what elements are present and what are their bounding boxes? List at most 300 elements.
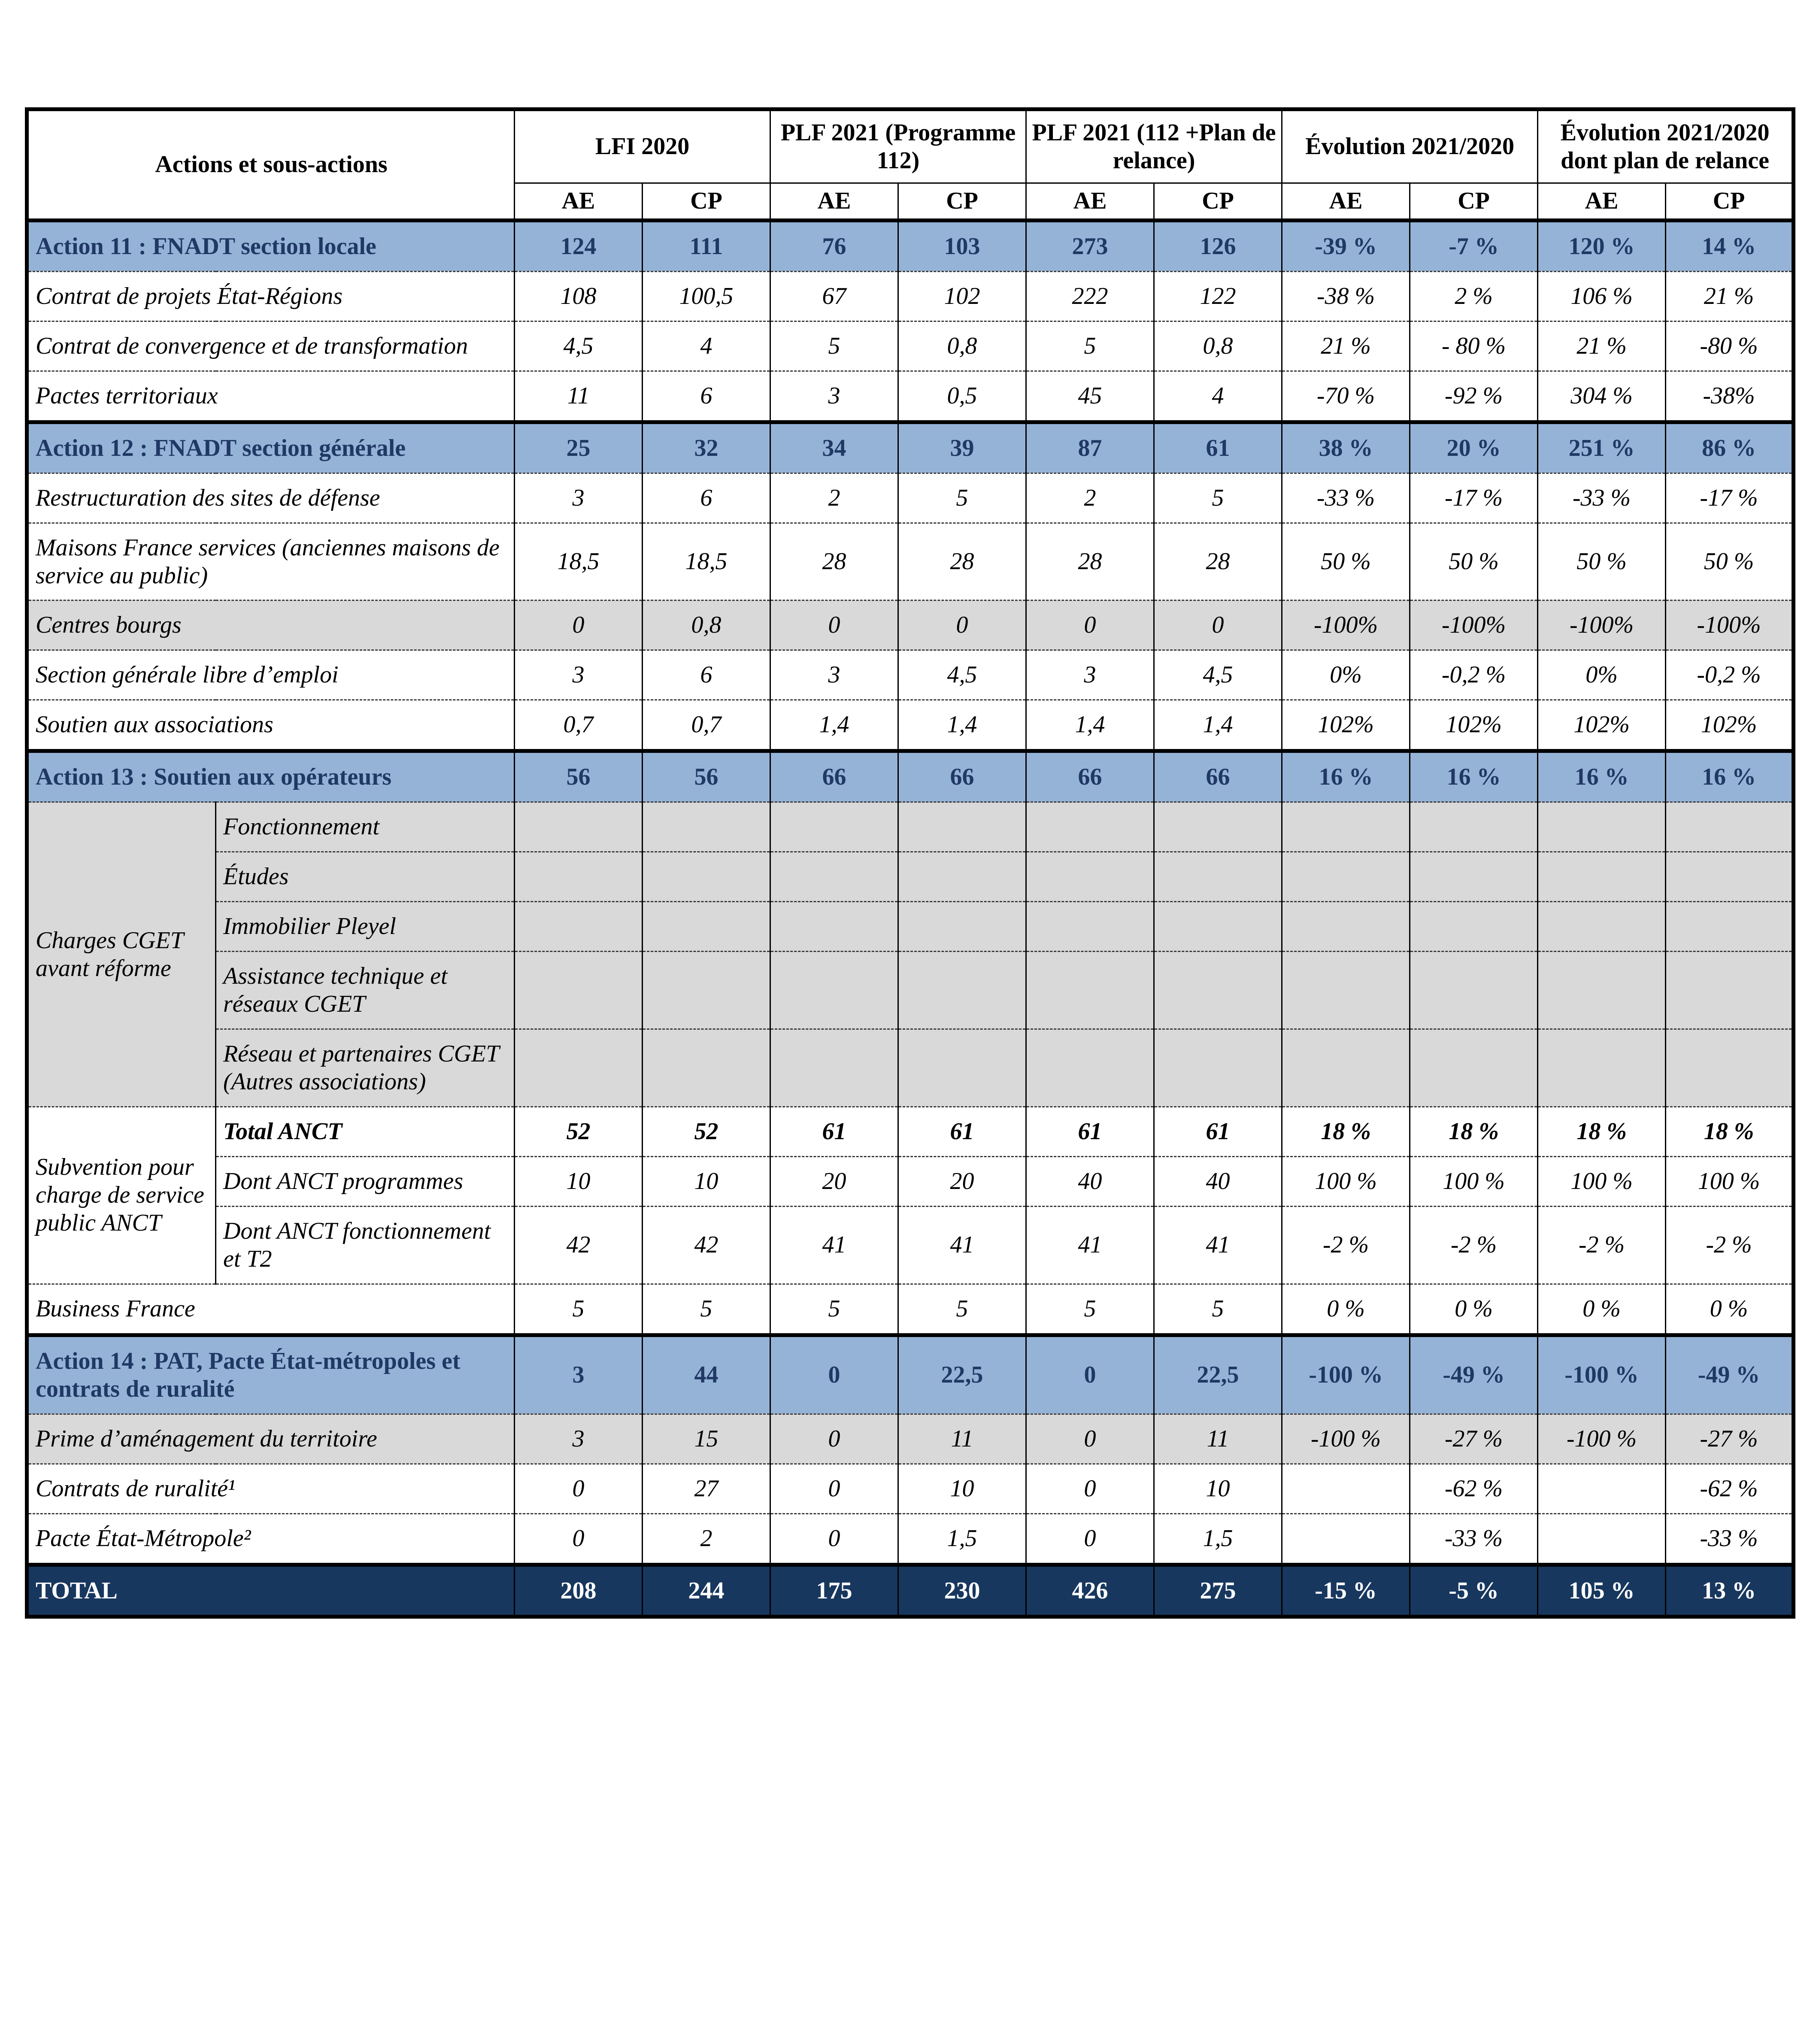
value-cell: 18 %	[1538, 1107, 1666, 1156]
header-cp-1: CP	[643, 183, 770, 220]
value-cell: 0	[770, 1414, 898, 1464]
value-cell: 2	[1026, 473, 1154, 523]
value-cell: 1,4	[1026, 700, 1154, 751]
value-cell: -100 %	[1282, 1335, 1410, 1414]
value-cell: 4,5	[898, 650, 1026, 700]
value-cell	[1538, 1029, 1666, 1107]
header-group-lfi-2020: LFI 2020	[515, 109, 770, 183]
value-cell	[1666, 902, 1794, 952]
value-cell: 44	[643, 1335, 770, 1414]
value-cell: 230	[898, 1565, 1026, 1617]
value-cell: 28	[770, 523, 898, 600]
value-cell: 100,5	[643, 271, 770, 321]
table-row	[27, 902, 1794, 952]
value-cell	[1282, 1464, 1410, 1513]
row-label: Contrat de projets État-Régions	[27, 271, 515, 321]
value-cell: 100 %	[1282, 1156, 1410, 1206]
value-cell: -70 %	[1282, 371, 1410, 422]
value-cell: -27 %	[1410, 1414, 1538, 1464]
value-cell: 0	[515, 600, 643, 650]
value-cell: 0,8	[898, 321, 1026, 371]
value-cell: 20	[898, 1156, 1026, 1206]
value-cell	[643, 952, 770, 1029]
value-cell: 106 %	[1538, 271, 1666, 321]
value-cell: -5 %	[1410, 1565, 1538, 1617]
value-cell	[770, 952, 898, 1029]
value-cell: 3	[770, 650, 898, 700]
value-cell: 56	[643, 751, 770, 802]
value-cell: 0 %	[1666, 1284, 1794, 1335]
value-cell	[515, 1029, 643, 1107]
value-cell: -39 %	[1282, 220, 1410, 271]
value-cell	[1282, 1513, 1410, 1565]
value-cell	[1538, 1513, 1666, 1565]
row-label: Action 12 : FNADT section générale	[27, 422, 515, 473]
value-cell: -100%	[1538, 600, 1666, 650]
value-cell: 14 %	[1666, 220, 1794, 271]
value-cell: 100 %	[1538, 1156, 1666, 1206]
value-cell: 61	[1154, 422, 1282, 473]
value-cell	[1666, 952, 1794, 1029]
value-cell: 124	[515, 220, 643, 271]
value-cell: 5	[1026, 321, 1154, 371]
value-cell	[1410, 802, 1538, 852]
value-cell: 16 %	[1282, 751, 1410, 802]
table-row	[27, 952, 1794, 1029]
header-cp-5: CP	[1666, 183, 1794, 220]
value-cell	[643, 1029, 770, 1107]
table-row	[27, 700, 1794, 751]
row-label: Études	[216, 852, 515, 902]
value-cell	[643, 802, 770, 852]
value-cell: 38 %	[1282, 422, 1410, 473]
value-cell: -17 %	[1410, 473, 1538, 523]
value-cell: 28	[898, 523, 1026, 600]
value-cell: -100 %	[1282, 1414, 1410, 1464]
value-cell: 111	[643, 220, 770, 271]
value-cell	[515, 852, 643, 902]
value-cell: 22,5	[1154, 1335, 1282, 1414]
value-cell: 251 %	[1538, 422, 1666, 473]
value-cell: 100 %	[1666, 1156, 1794, 1206]
value-cell: 34	[770, 422, 898, 473]
table-row	[27, 1107, 1794, 1156]
value-cell	[515, 952, 643, 1029]
value-cell: 0	[1026, 1464, 1154, 1513]
value-cell: -62 %	[1410, 1464, 1538, 1513]
value-cell: 273	[1026, 220, 1154, 271]
value-cell: 41	[1154, 1206, 1282, 1284]
value-cell: 0,8	[1154, 321, 1282, 371]
row-label: Soutien aux associations	[27, 700, 515, 751]
value-cell: 21 %	[1666, 271, 1794, 321]
table-row	[27, 1335, 1794, 1414]
header-ae-2: AE	[770, 183, 898, 220]
value-cell: 40	[1154, 1156, 1282, 1206]
table-row	[27, 523, 1794, 600]
value-cell: - 80 %	[1410, 321, 1538, 371]
table-row	[27, 1156, 1794, 1206]
value-cell: -33 %	[1282, 473, 1410, 523]
value-cell: 39	[898, 422, 1026, 473]
value-cell	[1282, 1029, 1410, 1107]
value-cell: 3	[1026, 650, 1154, 700]
table-row	[27, 802, 1794, 852]
value-cell	[1154, 802, 1282, 852]
value-cell	[1410, 852, 1538, 902]
value-cell: 5	[515, 1284, 643, 1335]
value-cell: 4,5	[515, 321, 643, 371]
value-cell: 25	[515, 422, 643, 473]
value-cell: 10	[515, 1156, 643, 1206]
value-cell: 3	[515, 1414, 643, 1464]
value-cell	[515, 902, 643, 952]
value-cell: 3	[515, 650, 643, 700]
value-cell: 16 %	[1538, 751, 1666, 802]
value-cell: 50 %	[1410, 523, 1538, 600]
value-cell	[1538, 802, 1666, 852]
value-cell: 28	[1154, 523, 1282, 600]
value-cell: 100 %	[1410, 1156, 1538, 1206]
value-cell: 41	[898, 1206, 1026, 1284]
value-cell: 3	[770, 371, 898, 422]
value-cell: 0	[1026, 600, 1154, 650]
value-cell: 66	[1154, 751, 1282, 802]
value-cell: -100%	[1666, 600, 1794, 650]
value-cell: 0 %	[1410, 1284, 1538, 1335]
value-cell: 22,5	[898, 1335, 1026, 1414]
value-cell: 5	[770, 1284, 898, 1335]
table-row	[27, 1513, 1794, 1565]
value-cell: 0	[898, 600, 1026, 650]
value-cell: 275	[1154, 1565, 1282, 1617]
row-label: Action 13 : Soutien aux opérateurs	[27, 751, 515, 802]
value-cell: 18,5	[643, 523, 770, 600]
value-cell: 120 %	[1538, 220, 1666, 271]
value-cell: 5	[1154, 473, 1282, 523]
value-cell	[1282, 802, 1410, 852]
value-cell: 32	[643, 422, 770, 473]
value-cell: 0,5	[898, 371, 1026, 422]
value-cell: 50 %	[1538, 523, 1666, 600]
header-cp-3: CP	[1154, 183, 1282, 220]
value-cell: 1,4	[898, 700, 1026, 751]
value-cell	[1026, 952, 1154, 1029]
value-cell: 222	[1026, 271, 1154, 321]
value-cell	[1154, 952, 1282, 1029]
value-cell: -62 %	[1666, 1464, 1794, 1513]
table-row	[27, 600, 1794, 650]
table-row	[27, 1464, 1794, 1513]
group-label: Charges CGET avant réforme	[27, 802, 216, 1107]
value-cell: -33 %	[1538, 473, 1666, 523]
table-row	[27, 1029, 1794, 1107]
value-cell: 18 %	[1666, 1107, 1794, 1156]
value-cell: 4	[1154, 371, 1282, 422]
value-cell: 10	[643, 1156, 770, 1206]
value-cell: 0 %	[1538, 1284, 1666, 1335]
header-group-plf-2021-relance: PLF 2021 (112 +Plan de relance)	[1026, 109, 1282, 183]
value-cell: 103	[898, 220, 1026, 271]
value-cell: 61	[770, 1107, 898, 1156]
row-label: Prime d’aménagement du territoire	[27, 1414, 515, 1464]
value-cell: 0	[1026, 1335, 1154, 1414]
row-label: Action 11 : FNADT section locale	[27, 220, 515, 271]
value-cell: 122	[1154, 271, 1282, 321]
value-cell: -27 %	[1666, 1414, 1794, 1464]
table-row	[27, 852, 1794, 902]
value-cell	[1410, 952, 1538, 1029]
value-cell: 18,5	[515, 523, 643, 600]
value-cell: 10	[1154, 1464, 1282, 1513]
row-label: Immobilier Pleyel	[216, 902, 515, 952]
value-cell: 16 %	[1666, 751, 1794, 802]
value-cell: 16 %	[1410, 751, 1538, 802]
row-label: Dont ANCT programmes	[216, 1156, 515, 1206]
value-cell: 11	[898, 1414, 1026, 1464]
value-cell: 5	[1026, 1284, 1154, 1335]
value-cell: 0	[770, 600, 898, 650]
value-cell: 0	[770, 1464, 898, 1513]
value-cell: -33 %	[1410, 1513, 1538, 1565]
header-ae-4: AE	[1282, 183, 1410, 220]
value-cell	[1666, 802, 1794, 852]
header-actions: Actions et sous-actions	[27, 109, 515, 221]
value-cell: 0	[770, 1335, 898, 1414]
value-cell: 1,5	[898, 1513, 1026, 1565]
value-cell	[898, 1029, 1026, 1107]
table-row	[27, 371, 1794, 422]
value-cell: 102	[898, 271, 1026, 321]
value-cell: 20	[770, 1156, 898, 1206]
value-cell	[898, 852, 1026, 902]
value-cell: 18 %	[1410, 1107, 1538, 1156]
value-cell: 42	[643, 1206, 770, 1284]
row-label: Centres bourgs	[27, 600, 515, 650]
value-cell: -100%	[1282, 600, 1410, 650]
value-cell: -38%	[1666, 371, 1794, 422]
row-label: Total ANCT	[216, 1107, 515, 1156]
header-group-plf-2021: PLF 2021 (Programme 112)	[770, 109, 1026, 183]
value-cell: 66	[1026, 751, 1154, 802]
value-cell: 0	[1026, 1513, 1154, 1565]
value-cell: 3	[515, 1335, 643, 1414]
value-cell: 67	[770, 271, 898, 321]
value-cell: -100 %	[1538, 1335, 1666, 1414]
header-group-row	[27, 109, 1794, 183]
value-cell	[643, 852, 770, 902]
value-cell: 175	[770, 1565, 898, 1617]
row-label: Pactes territoriaux	[27, 371, 515, 422]
value-cell: 40	[1026, 1156, 1154, 1206]
row-label: Contrats de ruralité¹	[27, 1464, 515, 1513]
value-cell: -2 %	[1538, 1206, 1666, 1284]
value-cell	[1410, 1029, 1538, 1107]
table-row	[27, 1284, 1794, 1335]
value-cell: 0	[515, 1513, 643, 1565]
value-cell: 52	[643, 1107, 770, 1156]
row-label: Réseau et partenaires CGET (Autres associations)	[216, 1029, 515, 1107]
value-cell: 21 %	[1538, 321, 1666, 371]
table-body	[27, 220, 1794, 1617]
value-cell: 102%	[1282, 700, 1410, 751]
value-cell	[770, 802, 898, 852]
value-cell	[643, 902, 770, 952]
table-row	[27, 1206, 1794, 1284]
value-cell	[1154, 1029, 1282, 1107]
value-cell: 11	[1154, 1414, 1282, 1464]
table-row	[27, 751, 1794, 802]
value-cell: 108	[515, 271, 643, 321]
value-cell: 3	[515, 473, 643, 523]
row-label: Business France	[27, 1284, 515, 1335]
value-cell	[1666, 1029, 1794, 1107]
value-cell: 2	[643, 1513, 770, 1565]
value-cell: 21 %	[1282, 321, 1410, 371]
header-group-evolution-relance: Évolution 2021/2020 dont plan de relance	[1538, 109, 1794, 183]
value-cell: 5	[643, 1284, 770, 1335]
value-cell: 0	[1154, 600, 1282, 650]
table-row	[27, 220, 1794, 271]
value-cell: 1,4	[1154, 700, 1282, 751]
value-cell	[1282, 902, 1410, 952]
value-cell: 15	[643, 1414, 770, 1464]
value-cell: -92 %	[1410, 371, 1538, 422]
value-cell	[515, 802, 643, 852]
table-row	[27, 650, 1794, 700]
value-cell: 6	[643, 371, 770, 422]
value-cell: 61	[1026, 1107, 1154, 1156]
value-cell: 0	[770, 1513, 898, 1565]
row-label: Dont ANCT fonctionnement et T2	[216, 1206, 515, 1284]
row-label: Fonctionnement	[216, 802, 515, 852]
value-cell	[1026, 902, 1154, 952]
value-cell: 11	[515, 371, 643, 422]
header-cp-4: CP	[1410, 183, 1538, 220]
value-cell: -100 %	[1538, 1414, 1666, 1464]
value-cell: 426	[1026, 1565, 1154, 1617]
value-cell: 102%	[1410, 700, 1538, 751]
value-cell: 10	[898, 1464, 1026, 1513]
value-cell	[1538, 1464, 1666, 1513]
value-cell: 105 %	[1538, 1565, 1666, 1617]
value-cell: 20 %	[1410, 422, 1538, 473]
value-cell: 4,5	[1154, 650, 1282, 700]
value-cell: 0,8	[643, 600, 770, 650]
value-cell: 5	[898, 473, 1026, 523]
value-cell: 56	[515, 751, 643, 802]
value-cell: 102%	[1538, 700, 1666, 751]
row-label: Contrat de convergence et de transformation	[27, 321, 515, 371]
table-row	[27, 1565, 1794, 1617]
value-cell: 6	[643, 473, 770, 523]
value-cell: -7 %	[1410, 220, 1538, 271]
value-cell: 27	[643, 1464, 770, 1513]
value-cell: 45	[1026, 371, 1154, 422]
value-cell: 1,4	[770, 700, 898, 751]
value-cell: 0,7	[643, 700, 770, 751]
value-cell: 126	[1154, 220, 1282, 271]
value-cell: 6	[643, 650, 770, 700]
value-cell: -17 %	[1666, 473, 1794, 523]
value-cell: 0%	[1282, 650, 1410, 700]
value-cell: 52	[515, 1107, 643, 1156]
value-cell	[1026, 802, 1154, 852]
value-cell: 4	[643, 321, 770, 371]
header-group-evolution: Évolution 2021/2020	[1282, 109, 1538, 183]
value-cell: 5	[898, 1284, 1026, 1335]
value-cell	[770, 902, 898, 952]
value-cell	[1154, 852, 1282, 902]
table-header	[27, 109, 1794, 221]
value-cell: 0,7	[515, 700, 643, 751]
value-cell: -100%	[1410, 600, 1538, 650]
value-cell	[770, 1029, 898, 1107]
value-cell: 41	[1026, 1206, 1154, 1284]
value-cell: 2 %	[1410, 271, 1538, 321]
value-cell: 102%	[1666, 700, 1794, 751]
value-cell: -2 %	[1666, 1206, 1794, 1284]
value-cell	[1410, 902, 1538, 952]
value-cell: -2 %	[1410, 1206, 1538, 1284]
value-cell: 50 %	[1666, 523, 1794, 600]
value-cell: 50 %	[1282, 523, 1410, 600]
header-cp-2: CP	[898, 183, 1026, 220]
row-label: Section générale libre d’emploi	[27, 650, 515, 700]
group-label: Subvention pour charge de service public ANCT	[27, 1107, 216, 1284]
value-cell: 304 %	[1538, 371, 1666, 422]
value-cell	[1282, 952, 1410, 1029]
value-cell: -80 %	[1666, 321, 1794, 371]
value-cell: 0%	[1538, 650, 1666, 700]
value-cell: -33 %	[1666, 1513, 1794, 1565]
value-cell	[898, 802, 1026, 852]
value-cell: 18 %	[1282, 1107, 1410, 1156]
value-cell	[1282, 852, 1410, 902]
table-row	[27, 271, 1794, 321]
value-cell: 66	[770, 751, 898, 802]
value-cell	[1026, 1029, 1154, 1107]
value-cell: 1,5	[1154, 1513, 1282, 1565]
value-cell: 5	[1154, 1284, 1282, 1335]
value-cell	[1026, 852, 1154, 902]
value-cell: -0,2 %	[1666, 650, 1794, 700]
value-cell: 2	[770, 473, 898, 523]
value-cell: 0	[1026, 1414, 1154, 1464]
value-cell: 66	[898, 751, 1026, 802]
value-cell: 28	[1026, 523, 1154, 600]
value-cell: 87	[1026, 422, 1154, 473]
value-cell: -38 %	[1282, 271, 1410, 321]
value-cell: 0	[515, 1464, 643, 1513]
header-ae-1: AE	[515, 183, 643, 220]
budget-table	[25, 107, 1795, 1619]
row-label: Pacte État-Métropole²	[27, 1513, 515, 1565]
row-label: Restructuration des sites de défense	[27, 473, 515, 523]
value-cell: 208	[515, 1565, 643, 1617]
row-label: TOTAL	[27, 1565, 515, 1617]
value-cell	[1154, 902, 1282, 952]
value-cell	[898, 902, 1026, 952]
value-cell: 0 %	[1282, 1284, 1410, 1335]
value-cell	[1538, 952, 1666, 1029]
value-cell	[1666, 852, 1794, 902]
table-row	[27, 422, 1794, 473]
value-cell	[1538, 852, 1666, 902]
table-row	[27, 1414, 1794, 1464]
value-cell	[770, 852, 898, 902]
value-cell: -49 %	[1666, 1335, 1794, 1414]
